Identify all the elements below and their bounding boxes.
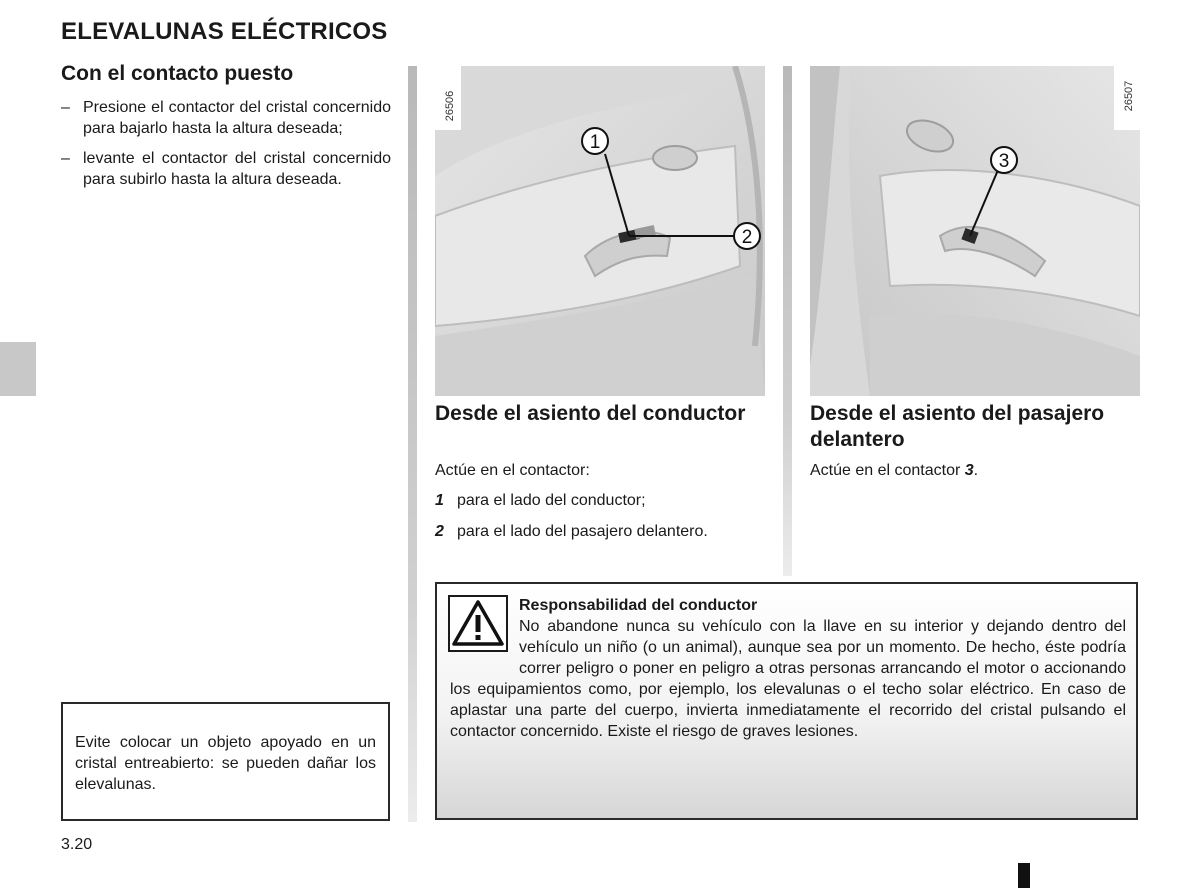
column-divider [783,66,792,576]
page-number: 3.20 [61,836,93,853]
instruction-list [61,97,391,199]
item-text: para el lado del conductor; [457,492,646,509]
item-text: para el lado del pasajero delantero. [457,523,708,540]
list-item-text: Presione el contactor del cristal concernido para bajarlo hasta la altura deseada; [83,99,391,137]
door-panel-driver-illustration [435,66,765,396]
page-title: ELEVALUNAS ELÉCTRICOS [61,18,388,45]
list-item-text: levante el contactor del cristal concernido para subirlo hasta la altura deseada. [83,150,391,188]
passenger-intro-text: Actúe en el contactor [810,462,961,479]
illustration-code: 26506 [444,90,456,122]
illustration-code: 26507 [1123,80,1135,112]
warning-box [435,582,1138,820]
callout-1: 1 [589,132,601,153]
callout-2: 2 [741,227,753,248]
callout-3: 3 [998,151,1010,172]
driver-item [435,522,708,542]
list-item [61,148,391,190]
passenger-section-title: Desde el asiento del pasajero delantero [810,402,1105,451]
chapter-tab [0,342,36,396]
driver-section-title: Desde el asiento del conductor [435,402,746,425]
section-title: Con el contacto puesto [61,62,294,85]
warning-body: No abandone nunca su vehículo con la llave en su interior y dejando dentro del vehículo un niño (o un animal), aunque sea por un momento. De hecho, éste podría correr peligro o poner en peligro a otras personas arrancando el motor o accionando los equipamientos como, por ejemplo, los elevalunas o el techo solar eléctrico. En caso de aplastar una parte del cuerpo, invierta inmediatamente el recorrido del cristal pulsando el contactor concernido. Existe el riesgo de graves lesiones. [450,618,1126,740]
warning-heading: Responsabilidad del conductor [519,597,758,614]
driver-item [435,491,646,511]
corner-mark [1018,863,1030,888]
passenger-intro [810,461,978,481]
door-panel-passenger-illustration [810,66,1140,396]
passenger-contactor-number: 3 [964,462,974,479]
passenger-intro-suffix: . [973,462,979,479]
driver-intro: Actúe en el contactor: [435,462,590,479]
item-number: 1 [435,492,444,509]
list-item [61,97,391,139]
bullet-dash: – [61,99,70,116]
note-box [61,702,390,821]
bullet-dash: – [61,150,70,167]
column-divider [408,66,417,822]
note-text: Evite colocar un objeto apoyado en un cristal entreabierto: se pueden dañar los elevalunas. [75,734,376,793]
item-number: 2 [435,523,444,540]
warning-text [450,595,1126,742]
